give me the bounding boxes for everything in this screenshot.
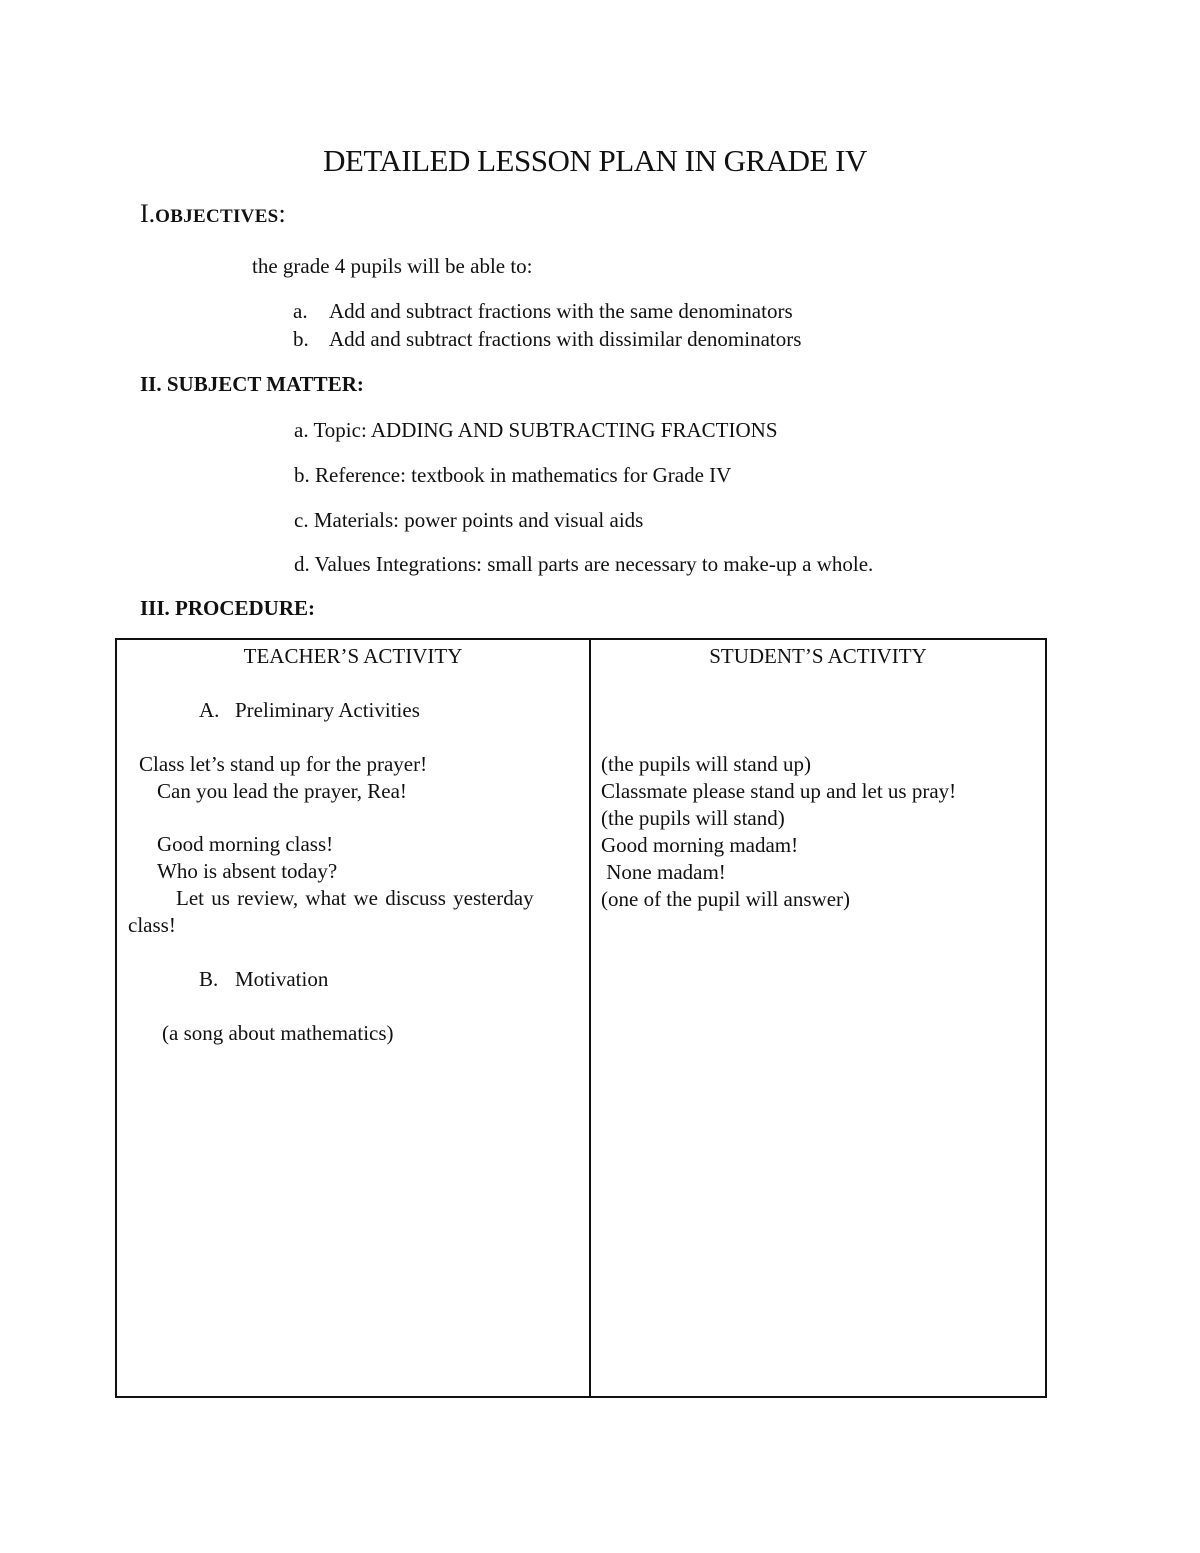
student-line: Classmate please stand up and let us pray! (601, 779, 957, 803)
objectives-heading-suffix: : (278, 199, 286, 228)
teacher-activity-header: TEACHER’S ACTIVITY (243, 644, 463, 668)
student-line: (one of the pupil will answer) (601, 887, 851, 911)
objective-item-text: Add and subtract fractions with dissimilar denominators (329, 327, 802, 351)
teacher-section-a-marker: A. (199, 698, 220, 722)
student-activity-header: STUDENT’S ACTIVITY (709, 644, 927, 668)
subject-matter-item: a. Topic: ADDING AND SUBTRACTING FRACTIONS (294, 418, 778, 442)
teacher-line: Good morning class! (157, 832, 334, 856)
student-line: (the pupils will stand) (601, 806, 785, 830)
subject-matter-item: c. Materials: power points and visual aids (294, 508, 644, 532)
teacher-line: Let us review, what we discuss yesterday (176, 886, 534, 910)
teacher-section-b-marker: B. (199, 967, 219, 991)
procedure-heading: III. PROCEDURE: (140, 596, 316, 620)
student-line: None madam! (601, 860, 726, 884)
objective-item-marker: b. (293, 327, 309, 351)
page-title: DETAILED LESSON PLAN IN GRADE IV (323, 143, 867, 178)
teacher-line: Can you lead the prayer, Rea! (157, 779, 407, 803)
objectives-heading-prefix: I. (140, 199, 156, 228)
teacher-section-a-label: Preliminary Activities (235, 698, 420, 722)
teacher-line: class! (128, 913, 176, 937)
subject-matter-item: b. Reference: textbook in mathematics for Grade IV (294, 463, 732, 487)
teacher-line: Class let’s stand up for the prayer! (139, 752, 428, 776)
student-line: Good morning madam! (601, 833, 799, 857)
teacher-section-a (199, 698, 420, 723)
objectives-heading (140, 199, 286, 229)
objectives-intro: the grade 4 pupils will be able to: (252, 254, 533, 278)
teacher-section-b (199, 967, 328, 992)
objective-item (293, 327, 801, 352)
student-line: (the pupils will stand up) (601, 752, 811, 776)
column-divider (589, 640, 591, 1396)
objectives-heading-label: OBJECTIVES (155, 206, 279, 227)
objective-item-text: Add and subtract fractions with the same denominators (329, 299, 793, 323)
subject-matter-item: d. Values Integrations: small parts are necessary to make-up a whole. (294, 552, 874, 576)
teacher-line: Who is absent today? (157, 859, 338, 883)
teacher-section-b-label: Motivation (235, 967, 329, 991)
objective-item (293, 299, 793, 324)
subject-matter-heading: II. SUBJECT MATTER: (140, 372, 364, 396)
procedure-table (115, 638, 1047, 1398)
teacher-motivation-note: (a song about mathematics) (162, 1021, 394, 1045)
objective-item-marker: a. (293, 299, 308, 323)
